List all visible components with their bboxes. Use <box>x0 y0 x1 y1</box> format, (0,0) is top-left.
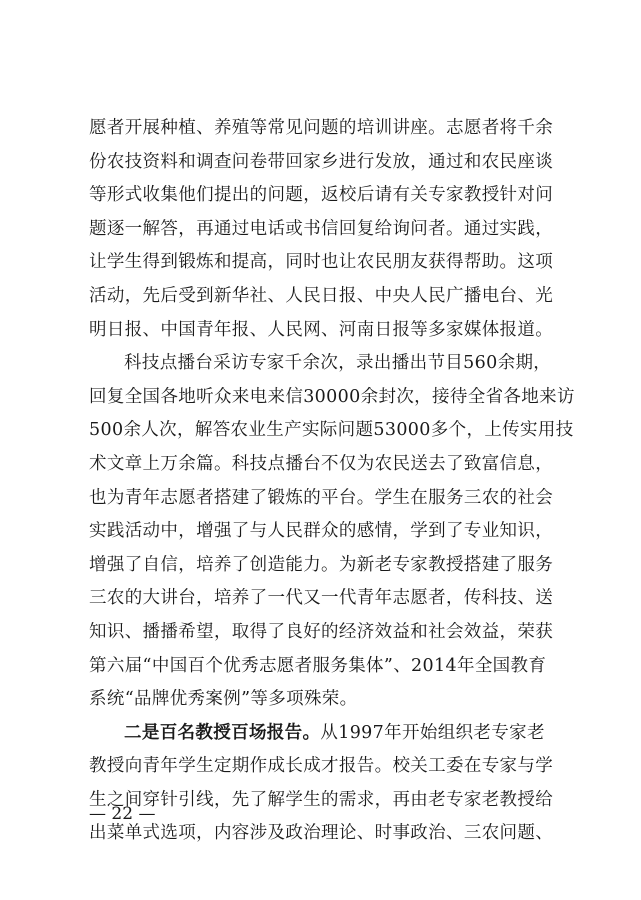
text-line: 也为青年志愿者搭建了锻炼的平台。学生在服务三农的社会 <box>89 487 554 508</box>
text-run: 从1997年开始组织老专家老 <box>320 722 545 743</box>
page-number: — 22 — <box>89 804 156 824</box>
text-line: 出菜单式选项，内容涉及政治理论、时事政治、三农问题、 <box>89 823 554 844</box>
text-line: 系统“品牌优秀案例”等多项殊荣。 <box>89 689 358 710</box>
text-line: 实践活动中，增强了与人民群众的感情，学到了专业知识， <box>89 521 554 542</box>
text-line <box>89 717 557 751</box>
text-line: 题逐一解答，再通过电话或书信回复给询问者。通过实践， <box>89 218 554 239</box>
text-line: 让学生得到锻炼和提高，同时也让农民朋友获得帮助。这项 <box>89 252 554 273</box>
text-line: 第六届“中国百个优秀志愿者服务集体”、2014年全国教育 <box>89 655 547 676</box>
text-line: 明日报、中国青年报、人民网、河南日报等多家媒体报道。 <box>89 319 554 340</box>
text-line: 生之间穿针引线，先了解学生的需求，再由老专家老教授给 <box>89 789 554 810</box>
section-heading-inline: 二是百名教授百场报告。 <box>124 722 321 743</box>
text-line: 科技点播台采访专家千余次，录出播出节目560余期， <box>124 353 552 374</box>
text-line: 术文章上万余篇。科技点播台不仅为农民送去了致富信息， <box>89 453 554 474</box>
text-line: 等形式收集他们提出的问题，返校后请有关专家教授针对问 <box>89 185 554 206</box>
text-line: 教授向青年学生定期作成长成才报告。校关工委在专家与学 <box>89 756 554 777</box>
text-line: 500余人次，解答农业生产实际问题53000多个，上传实用技 <box>89 420 574 441</box>
text-line: 增强了自信，培养了创造能力。为新老专家教授搭建了服务 <box>89 554 554 575</box>
text-line: 活动，先后受到新华社、人民日报、中央人民广播电台、光 <box>89 285 554 306</box>
text-line: 回复全国各地听众来电来信30000余封次，接待全省各地来访 <box>89 386 575 407</box>
text-line: 愿者开展种植、养殖等常见问题的培训讲座。志愿者将千余 <box>89 118 554 138</box>
body-text <box>89 112 575 851</box>
text-line: 份农技资料和调查问卷带回家乡进行发放，通过和农民座谈 <box>89 151 554 172</box>
text-line: 三农的大讲台，培养了一代又一代青年志愿者，传科技、送 <box>89 588 554 609</box>
text-line: 知识、播播希望，取得了良好的经济效益和社会效益，荣获 <box>89 621 554 642</box>
